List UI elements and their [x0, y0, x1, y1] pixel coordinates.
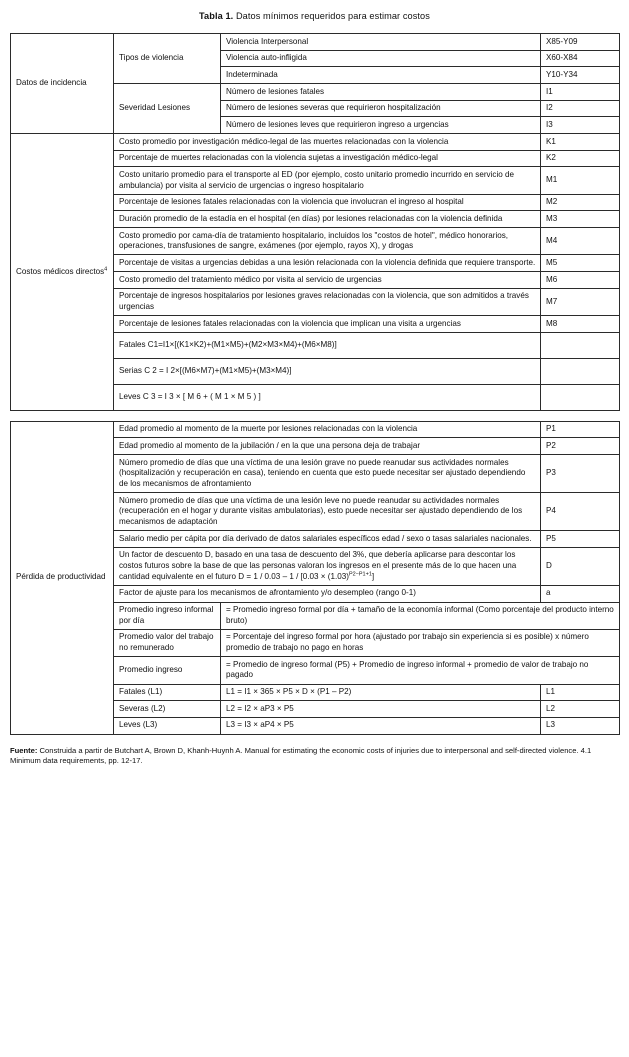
section-label-costos-medicos — [11, 134, 114, 411]
row-label: Leves (L3) — [114, 717, 221, 734]
row-description: Porcentaje de visitas a urgencias debidas a una lesión relacionada con la violencia definida que requiere transporte. — [114, 255, 541, 272]
row-code: P3 — [541, 455, 620, 493]
row-code: M2 — [541, 194, 620, 211]
row-label: Promedio ingreso informal por día — [114, 602, 221, 629]
row-code — [541, 384, 620, 410]
table-body-costos-medicos — [11, 134, 620, 411]
row-description: Número promedio de días que una víctima de una lesión grave no puede reanudar sus actividades normales (hospitalización y recuperación en casa), teniendo en cuenta que esto puede necesitar ser ajustado dependiendo de los mecanismos de afrontamiento — [114, 455, 541, 493]
row-formula-fatales: Fatales C1=I1×[(K1×K2)+(M1×M5)+(M2×M3×M4)+(M6×M8)] — [114, 332, 541, 358]
row-code: P1 — [541, 421, 620, 438]
row-code: M1 — [541, 167, 620, 194]
row-code: I3 — [541, 117, 620, 134]
row-code: a — [541, 585, 620, 602]
row-description: Número de lesiones fatales — [221, 84, 541, 101]
row-description: Porcentaje de lesiones fatales relacionadas con la violencia que implican una visita a urgencias — [114, 316, 541, 333]
row-formula-leves: Leves C 3 = I 3 × [ M 6 + ( M 1 × M 5 ) ] — [114, 384, 541, 410]
row-code: M5 — [541, 255, 620, 272]
table-body-perdida-productividad — [11, 421, 620, 734]
row-label: Fatales (L1) — [114, 684, 221, 701]
table-1-lower — [10, 421, 620, 735]
row-description: Factor de ajuste para los mecanismos de afrontamiento y/o desempleo (rango 0-1) — [114, 585, 541, 602]
row-description: Duración promedio de la estadía en el hospital (en días) por lesiones relacionadas con la violencia definida — [114, 211, 541, 228]
row-code: M8 — [541, 316, 620, 333]
table-caption — [0, 11, 629, 21]
row-code: I1 — [541, 84, 620, 101]
row-description: Indeterminada — [221, 67, 541, 84]
row-formula-serias: Serias C 2 = I 2×[(M6×M7)+(M1×M5)+(M3×M4)] — [114, 358, 541, 384]
row-code: P5 — [541, 531, 620, 548]
row-code: M3 — [541, 211, 620, 228]
row-code: K1 — [541, 134, 620, 151]
row-description-tail: ] — [371, 571, 375, 581]
row-description: Costo promedio por investigación médico-legal de las muertes relacionadas con la violencia — [114, 134, 541, 151]
source-text: Construida a partir de Butchart A, Brown D, Khanh-Huynh A. Manual for estimating the economic costs of injuries due to interpersonal and self-directed violence. 4.1 Minimum data requirements, pp. 12-17. — [10, 745, 592, 766]
row-code: M6 — [541, 272, 620, 289]
row-formula: L3 = I3 × aP4 × P5 — [221, 717, 541, 734]
row-code: P4 — [541, 493, 620, 531]
document-page — [0, 11, 629, 1057]
discount-exponent: P2−P1+1 — [348, 570, 372, 577]
row-code: L1 — [541, 684, 620, 701]
row-description: Número de lesiones leves que requirieron ingreso a urgencias — [221, 117, 541, 134]
source-label: Fuente: — [10, 745, 38, 755]
row-description: = Promedio de ingreso formal (P5) + Promedio de ingreso informal + promedio de valor de trabajo no pagado — [221, 657, 620, 684]
row-code: P2 — [541, 438, 620, 455]
row-code: D — [541, 547, 620, 585]
subgroup-label-tipos-violencia: Tipos de violencia — [114, 34, 221, 84]
row-code: K2 — [541, 150, 620, 167]
table-caption-text: Datos mínimos requeridos para estimar costos — [233, 11, 430, 21]
section-label-perdida-productividad: Pérdida de productividad — [11, 421, 114, 734]
row-label: Promedio ingreso — [114, 657, 221, 684]
row-description: Costo promedio por cama-día de tratamiento hospitalario, incluidos los "costos de hotel", médico honorarios, operaciones, transfusiones de sangre, exámenes (por ejemplo, rayos X), y drogas — [114, 228, 541, 255]
row-code: L3 — [541, 717, 620, 734]
row-description-text: Un factor de descuento D, basado en una tasa de descuento del 3%, que debería aplicarse para descontar los costos futuros sobre la base de que las personas valoran los ingresos en el presente más de lo que hacen una cantidad equivalente en el futuro D = 1 / 0.03 – 1 / [0.03 × (1.03) — [119, 550, 517, 581]
row-description: Salario medio per cápita por día derivado de datos salariales específicos edad / sexo o tasas salariales nacionales. — [114, 531, 541, 548]
row-description: Porcentaje de lesiones fatales relacionadas con la violencia que involucran el ingreso al hospital — [114, 194, 541, 211]
table-caption-label: Tabla 1. — [199, 11, 234, 21]
table-row — [11, 421, 620, 438]
row-description: Edad promedio al momento de la jubilación / en la que una persona deja de trabajar — [114, 438, 541, 455]
row-description: Porcentaje de muertes relacionadas con la violencia sujetas a investigación médico-legal — [114, 150, 541, 167]
row-formula: L2 = I2 × aP3 × P5 — [221, 701, 541, 718]
row-description: Costo promedio del tratamiento médico por visita al servicio de urgencias — [114, 272, 541, 289]
source-footnote — [10, 746, 619, 768]
row-formula: L1 = I1 × 365 × P5 × D × (P1 – P2) — [221, 684, 541, 701]
row-code — [541, 358, 620, 384]
row-description: Violencia Interpersonal — [221, 34, 541, 51]
row-code: X85-Y09 — [541, 34, 620, 51]
table-gap — [0, 411, 629, 421]
row-description: Número promedio de días que una víctima de una lesión leve no puede reanudar su actividades normales (recuperación en el hogar y durante visitas ambulatorias), esto puede necesitar ser ajustado dependiendo de los mecanismos de adaptación — [114, 493, 541, 531]
row-code — [541, 332, 620, 358]
row-label: Severas (L2) — [114, 701, 221, 718]
row-description: = Porcentaje del ingreso formal por hora (ajustado por trabajo sin experiencia si es posible) x número promedio de trabajo no pago en horas — [221, 629, 620, 656]
section-label-text: Costos médicos directos — [16, 266, 105, 276]
section-label-incidencia: Datos de incidencia — [11, 34, 114, 134]
section-label-footnote-marker: 4 — [104, 265, 108, 272]
row-description: Edad promedio al momento de la muerte por lesiones relacionadas con la violencia — [114, 421, 541, 438]
row-description: Número de lesiones severas que requirieron hospitalización — [221, 100, 541, 117]
row-description: Costo unitario promedio para el transporte al ED (por ejemplo, costo unitario promedio incurrido en servicio de ambulancia) por visita al servicio de urgencias o ingreso hospitalario — [114, 167, 541, 194]
row-description: Violencia auto-infligida — [221, 50, 541, 67]
row-description: = Promedio ingreso formal por día + tamaño de la economía informal (Como porcentaje del producto interno bruto) — [221, 602, 620, 629]
row-code: M4 — [541, 228, 620, 255]
row-code: X60-X84 — [541, 50, 620, 67]
row-label: Promedio valor del trabajo no remunerado — [114, 629, 221, 656]
row-code: L2 — [541, 701, 620, 718]
row-code: M7 — [541, 288, 620, 315]
row-code: I2 — [541, 100, 620, 117]
row-code: Y10-Y34 — [541, 67, 620, 84]
row-description-discount-factor — [114, 547, 541, 585]
table-1-upper — [10, 33, 620, 411]
row-description: Porcentaje de ingresos hospitalarios por lesiones graves relacionadas con la violencia, que son admitidos a través urgencias — [114, 288, 541, 315]
table-body-incidencia — [11, 34, 620, 134]
subgroup-label-severidad-lesiones: Severidad Lesiones — [114, 84, 221, 134]
table-row — [11, 34, 620, 51]
table-row — [11, 134, 620, 151]
